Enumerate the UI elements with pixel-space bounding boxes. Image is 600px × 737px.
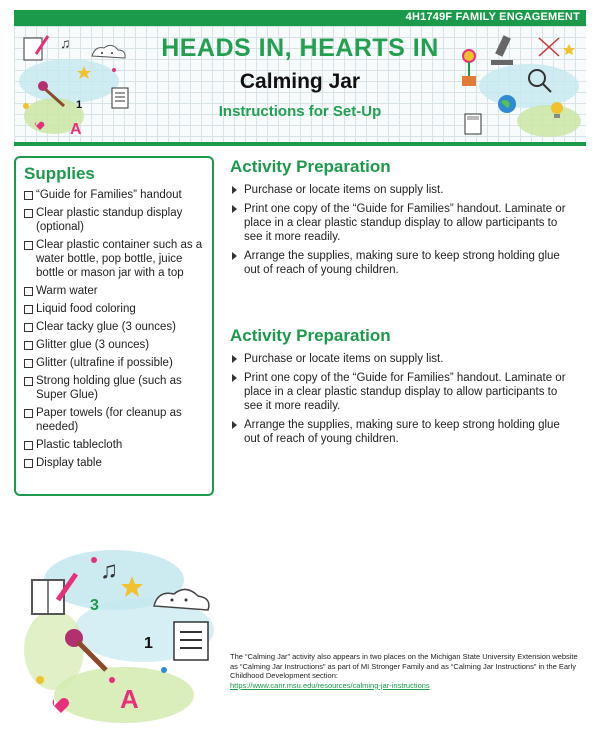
- supply-item: Warm water: [24, 284, 204, 298]
- checkbox-icon: [24, 191, 33, 200]
- checkbox-icon: [24, 305, 33, 314]
- preparation-item: Arrange the supplies, making sure to keep strong holding glue out of reach of young children.: [230, 249, 575, 277]
- number-three: 3: [90, 597, 99, 614]
- bottom-illustration: [14, 530, 224, 730]
- supplies-box: [14, 156, 214, 496]
- preparation-list: [230, 183, 575, 277]
- supply-item: Strong holding glue (such as Super Glue): [24, 374, 204, 402]
- activity-preparation-title: Activity Preparation: [230, 157, 391, 176]
- checkbox-icon: [24, 409, 33, 418]
- bullet-arrow-icon: [232, 205, 237, 213]
- program-code: 4H1749F FAMILY ENGAGEMENT: [405, 11, 580, 23]
- supply-item: Clear tacky glue (3 ounces): [24, 320, 204, 334]
- supply-item: Display table: [24, 456, 204, 470]
- bullet-arrow-icon: [232, 421, 237, 429]
- svg-text:A: A: [70, 121, 82, 138]
- checkbox-icon: [24, 287, 33, 296]
- preparation-item: Print one copy of the “Guide for Families” handout. Laminate or place in a clear plastic standup display to allow participants to see it more readily.: [230, 371, 575, 413]
- heads-in-hearts-in-title: HEADS IN, HEARTS IN: [161, 34, 439, 62]
- preparation-item: Purchase or locate items on supply list.: [230, 183, 575, 197]
- number-one: 1: [144, 635, 153, 652]
- banner-number-one: 1: [76, 99, 83, 111]
- preparation-item: Purchase or locate items on supply list.: [230, 352, 575, 366]
- supply-item: Liquid food coloring: [24, 302, 204, 316]
- music-note-icon: ♫: [100, 557, 118, 584]
- top-bar: [14, 10, 586, 26]
- checkbox-icon: [24, 359, 33, 368]
- page-subtitle: Instructions for Set-Up: [218, 103, 382, 120]
- supply-item: Paper towels (for cleanup as needed): [24, 406, 204, 434]
- preparation-list: [230, 352, 575, 446]
- checkbox-icon: [24, 241, 33, 250]
- preparation-item: Print one copy of the “Guide for Families” handout. Laminate or place in a clear plastic standup display to allow participants to see it more readily.: [230, 202, 575, 244]
- header-banner: [14, 26, 586, 142]
- preparation-item: Arrange the supplies, making sure to keep strong holding glue out of reach of young children.: [230, 418, 575, 446]
- supply-item: Clear plastic standup display (optional): [24, 206, 204, 234]
- supply-item: Plastic tablecloth: [24, 438, 204, 452]
- supply-item: Glitter (ultrafine if possible): [24, 356, 204, 370]
- bullet-arrow-icon: [232, 252, 237, 260]
- letter-a: A: [120, 684, 139, 714]
- checkbox-icon: [24, 323, 33, 332]
- footnote: [230, 652, 582, 690]
- checkbox-icon: [24, 459, 33, 468]
- banner-left-illustration: [14, 26, 139, 142]
- supply-item: Glitter glue (3 ounces): [24, 338, 204, 352]
- footnote-text: The “Calming Jar” activity also appears in two places on the Michigan State University Extension website as “Calming Jar Instructions” as part of MI Stronger Family and as “Calming Jar Instructions” in the Early Childhood Development section:: [230, 652, 578, 680]
- activity-preparation-section-1: [230, 157, 575, 282]
- checkbox-icon: [24, 441, 33, 450]
- supplies-list: [24, 188, 204, 470]
- bullet-arrow-icon: [232, 374, 237, 382]
- checkbox-icon: [24, 377, 33, 386]
- activity-preparation-section-2: [230, 326, 575, 451]
- resource-link[interactable]: https://www.canr.msu.edu/resources/calming-jar-instructions: [230, 680, 430, 690]
- page-title: Calming Jar: [239, 70, 361, 93]
- bullet-arrow-icon: [232, 355, 237, 363]
- banner-right-illustration: [459, 26, 586, 142]
- checkbox-icon: [24, 341, 33, 350]
- activity-preparation-title: Activity Preparation: [230, 326, 391, 345]
- svg-text:♫: ♫: [60, 35, 71, 51]
- supply-item: “Guide for Families” handout: [24, 188, 204, 202]
- checkbox-icon: [24, 209, 33, 218]
- supplies-title: Supplies: [24, 164, 95, 183]
- bullet-arrow-icon: [232, 186, 237, 194]
- supply-item: Clear plastic container such as a water bottle, pop bottle, juice bottle or mason jar with a top: [24, 238, 204, 280]
- banner-bottom-rule: [14, 142, 586, 146]
